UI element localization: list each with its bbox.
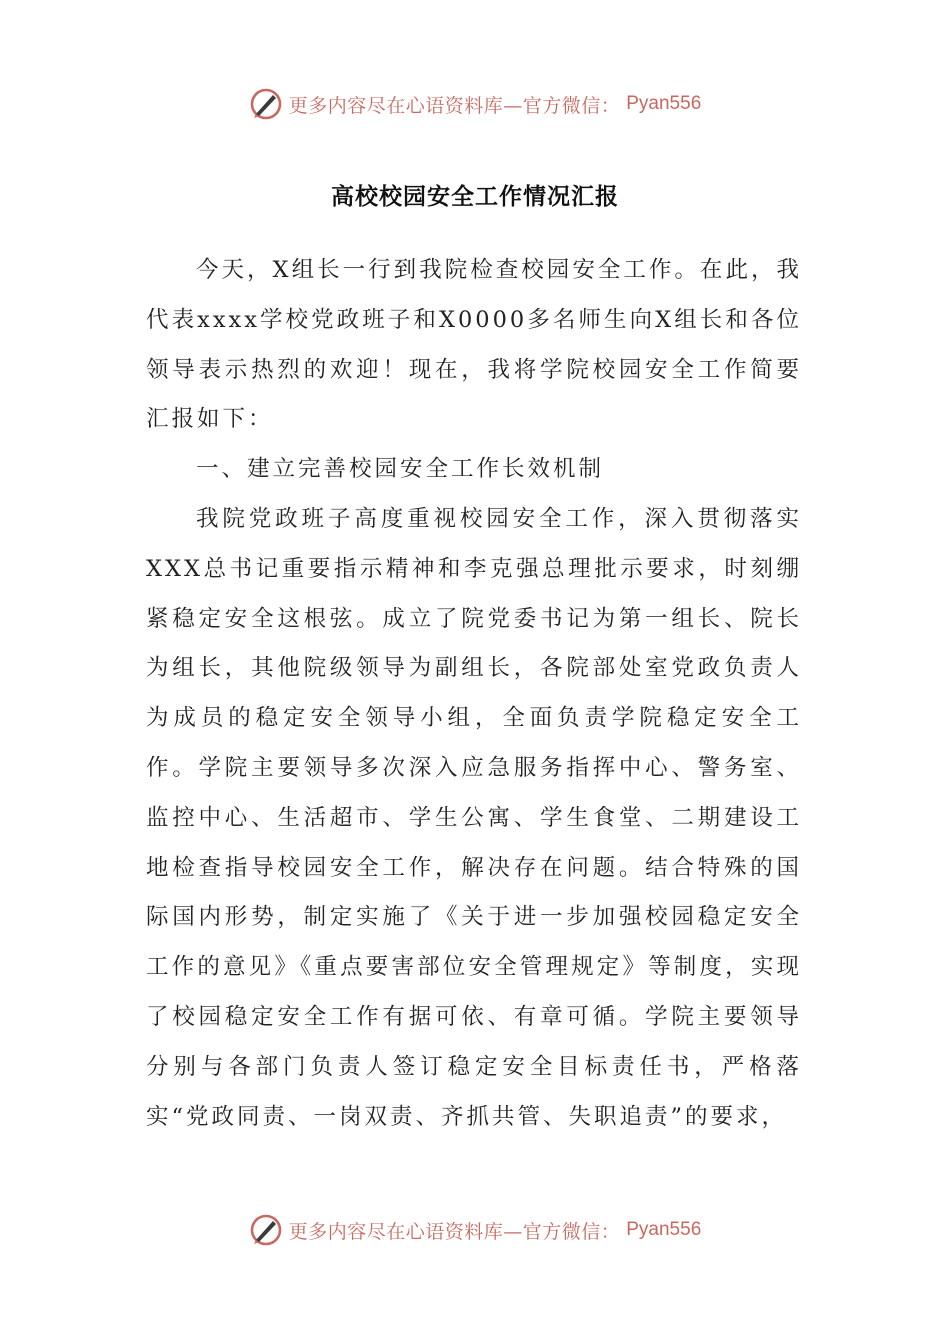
header-watermark: [0, 84, 950, 124]
pen-circle-logo-icon: [249, 1213, 283, 1247]
watermark-text: 更多内容尽在心语资料库—官方微信：: [288, 94, 621, 117]
pen-circle-logo-icon: [249, 87, 283, 121]
watermark-wechat-id: Pyan556: [626, 93, 702, 114]
paragraph-mechanism: 我院党政班子高度重视校园安全工作，深入贯彻落实XXX总书记重要指示精神和李克强总理批示要求，时刻绷紧稳定安全这根弦。成立了院党委书记为第一组长、院长为组长，其他院级领导为副组长，各院部处室党政负责人为成员的稳定安全领导小组，全面负责学院稳定安全工作。学院主要领导多次深入应急服务指挥中心、警务室、监控中心、生活超市、学生公寓、学生食堂、二期建设工地检查指导校园安全工作，解决存在问题。结合特殊的国际国内形势，制定实施了《关于进一步加强校园稳定安全工作的意见》《重点要害部位安全管理规定》等制度，实现了校园稳定安全工作有据可依、有章可循。学院主要领导分别与各部门负责人签订稳定安全目标责任书，严格落实“党政同责、一岗双责、齐抓共管、失职追责”的要求，: [146, 505, 802, 1130]
footer-watermark: [0, 1210, 950, 1250]
document-body: [146, 246, 802, 1142]
watermark-text: 更多内容尽在心语资料库—官方微信：: [288, 1220, 621, 1243]
section-heading: 一、建立完善校园安全工作长效机制: [196, 456, 605, 483]
document-title: 高校校园安全工作情况汇报: [331, 184, 619, 210]
paragraph-intro: 今天，X组长一行到我院检查校园安全工作。在此，我代表xxxx学校党政班子和X0000多名师生向X组长和各位领导表示热烈的欢迎！现在，我将学院校园安全工作简要汇报如下：: [146, 257, 802, 433]
watermark-wechat-id: Pyan556: [626, 1219, 702, 1240]
